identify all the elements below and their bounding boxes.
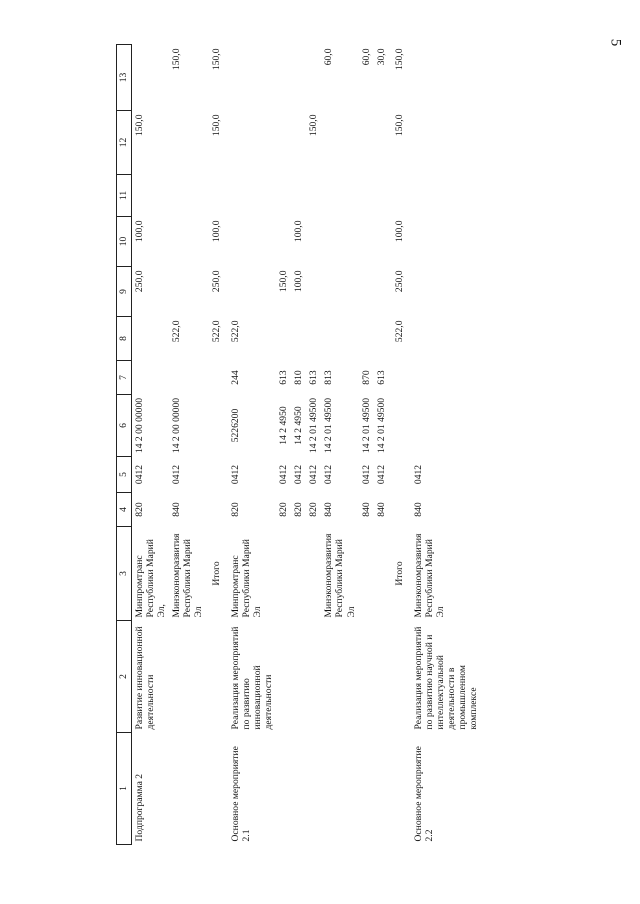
table-cell-col1 <box>206 733 228 845</box>
table-cell-col1 <box>321 733 358 845</box>
table-row <box>169 45 206 845</box>
table-cell-col2 <box>374 621 389 733</box>
column-header-13: 13 <box>117 45 132 111</box>
table-cell-col3 <box>276 527 291 621</box>
table-cell-col7 <box>169 361 206 395</box>
table-body <box>132 45 481 845</box>
table-cell-col1 <box>306 733 321 845</box>
table-cell-col2 <box>169 621 206 733</box>
table-cell-col10 <box>228 217 276 267</box>
table-cell-col4: 840 <box>171 502 183 517</box>
table-cell-col8 <box>276 317 291 361</box>
table-cell-col9: 250,0 <box>393 270 405 293</box>
table-cell-col9 <box>321 267 358 317</box>
table-cell-col11 <box>389 175 411 217</box>
table-cell-col2: Развитие инновационной деятельности <box>134 626 157 730</box>
table-cell-col4: 840 <box>375 502 387 517</box>
table-cell-col11 <box>291 175 306 217</box>
table-row <box>291 45 306 845</box>
table-cell-col8 <box>411 317 481 361</box>
table-cell-col12: 150,0 <box>393 114 405 137</box>
table-cell-col13 <box>276 45 291 111</box>
table-cell-col9: 250,0 <box>134 270 145 293</box>
column-header-3: 3 <box>117 527 132 621</box>
table-cell-col6: 14 2 01 49500 <box>308 397 320 454</box>
column-header-10: 10 <box>117 217 132 267</box>
table-cell-col13 <box>411 45 481 111</box>
column-header-4: 4 <box>117 493 132 527</box>
table-cell-col3 <box>374 527 389 621</box>
table-cell-col7: 813 <box>323 370 335 385</box>
table-cell-col13 <box>132 45 170 111</box>
table-cell-col4: 820 <box>230 502 242 517</box>
table-cell-col11 <box>374 175 389 217</box>
table-row <box>321 45 358 845</box>
table-row <box>132 45 170 845</box>
table-cell-col5: 0412 <box>278 464 290 485</box>
table-cell-col13: 60,0 <box>323 48 335 66</box>
table-cell-col13 <box>306 45 321 111</box>
table-cell-col11 <box>411 175 481 217</box>
table-cell-col8 <box>306 317 321 361</box>
table-cell-col7: 613 <box>375 370 387 385</box>
column-header-1: 1 <box>117 733 132 845</box>
column-header-12: 12 <box>117 111 132 175</box>
table-cell-col13: 60,0 <box>360 48 372 66</box>
table-cell-col6: 14 2 01 49500 <box>375 397 387 454</box>
table-cell-col8 <box>374 317 389 361</box>
table-header-row <box>117 45 132 845</box>
table-cell-col8: 522,0 <box>171 320 183 343</box>
table-row <box>276 45 291 845</box>
table-cell-col2 <box>291 621 306 733</box>
table-cell-col9 <box>411 267 481 317</box>
table-cell-col7: 613 <box>308 370 320 385</box>
table-row <box>306 45 321 845</box>
table-cell-col8: 522,0 <box>211 320 223 343</box>
table-cell-col7: 613 <box>278 370 290 385</box>
table-cell-col9 <box>169 267 206 317</box>
table-cell-col2 <box>306 621 321 733</box>
table-cell-col10: 100,0 <box>134 220 145 243</box>
table-cell-col13: 150,0 <box>211 48 223 71</box>
table-row <box>411 45 481 845</box>
table-cell-col5: 0412 <box>360 464 372 485</box>
table-cell-col12: 150,0 <box>308 114 320 137</box>
table-cell-col6 <box>206 395 228 457</box>
table-cell-col5: 0412 <box>293 464 305 485</box>
table-cell-col7 <box>132 361 170 395</box>
table-cell-col9: 150,0 <box>278 270 290 293</box>
table-cell-col3 <box>306 527 321 621</box>
table-cell-col5: 0412 <box>375 464 387 485</box>
table-cell-col10 <box>321 217 358 267</box>
table-cell-col1 <box>276 733 291 845</box>
table-cell-col10 <box>411 217 481 267</box>
table-row <box>206 45 228 845</box>
table-cell-col5 <box>389 457 411 493</box>
table-cell-col10: 100,0 <box>293 220 305 243</box>
table-cell-col10 <box>374 217 389 267</box>
table-cell-col13 <box>228 45 276 111</box>
table-cell-col4 <box>206 493 228 527</box>
table-cell-col6: 14 2 4950 <box>278 406 290 445</box>
table-cell-col13: 150,0 <box>393 48 405 71</box>
table-cell-col5: 0412 <box>230 464 242 485</box>
table-cell-col3: Минэкономразвития Республики Марий Эл <box>412 533 446 618</box>
table-cell-col4: 820 <box>308 502 320 517</box>
table-cell-col11 <box>359 175 374 217</box>
table-cell-col10: 100,0 <box>211 220 223 243</box>
table-cell-col1 <box>291 733 306 845</box>
table-cell-col12: 150,0 <box>134 114 145 137</box>
table-cell-col7: 810 <box>293 370 305 385</box>
column-header-11: 11 <box>117 175 132 217</box>
page-number: 5 <box>607 38 624 47</box>
table-cell-col2 <box>321 621 358 733</box>
table-cell-col11 <box>321 175 358 217</box>
table-cell-col1 <box>374 733 389 845</box>
table-cell-col7 <box>389 361 411 395</box>
table-cell-col3: Минэкономразвития Республики Марий Эл <box>171 533 205 618</box>
table-cell-col3: Минпромтранс Республики Марий Эл <box>230 539 264 618</box>
table-cell-col3: Минпромтранс Республики Марий Эл, <box>134 539 168 618</box>
table-cell-col8: 522,0 <box>393 320 405 343</box>
column-header-9: 9 <box>117 267 132 317</box>
table-cell-col10 <box>276 217 291 267</box>
table-cell-col13 <box>291 45 306 111</box>
column-header-7: 7 <box>117 361 132 395</box>
table-cell-col10: 100,0 <box>393 220 405 243</box>
column-header-2: 2 <box>117 621 132 733</box>
table-cell-col6: 14 2 01 49500 <box>323 397 335 454</box>
table-cell-col5: 0412 <box>171 464 183 485</box>
table-cell-col6: 14 2 00 00000 <box>134 397 145 454</box>
table-cell-col11 <box>306 175 321 217</box>
table-cell-col11 <box>276 175 291 217</box>
table-cell-col2 <box>359 621 374 733</box>
table-cell-col10 <box>169 217 206 267</box>
table-cell-col7 <box>206 361 228 395</box>
table-cell-col11 <box>228 175 276 217</box>
table-cell-col2 <box>276 621 291 733</box>
table-cell-col8: 522,0 <box>230 320 242 343</box>
table-cell-col8 <box>132 317 170 361</box>
table-cell-col2: Реализация мероприятий по развитию научной и интеллектуальной деятельности в промышленном комплексе <box>412 626 479 730</box>
table-cell-col13: 150,0 <box>171 48 183 71</box>
table-cell-col10 <box>359 217 374 267</box>
table-cell-col4: 820 <box>293 502 305 517</box>
table-cell-col13: 30,0 <box>375 48 387 66</box>
table-cell-col3 <box>291 527 306 621</box>
table-cell-col2 <box>206 621 228 733</box>
table-cell-col9 <box>359 267 374 317</box>
table-cell-col7: 244 <box>230 370 242 385</box>
table-cell-col6: 14 2 01 49500 <box>360 397 372 454</box>
table-cell-col6: 14 2 00 00000 <box>171 397 183 454</box>
table-cell-col3: Минэкономразвития Республики Марий Эл <box>323 533 357 618</box>
table-cell-col8 <box>291 317 306 361</box>
table-cell-col10 <box>306 217 321 267</box>
table-cell-col4: 840 <box>323 502 335 517</box>
table-cell-col12 <box>411 111 481 175</box>
table-cell-col12: 150,0 <box>211 114 223 137</box>
column-header-6: 6 <box>117 395 132 457</box>
table-cell-col4: 840 <box>360 502 372 517</box>
table-row <box>359 45 374 845</box>
table-cell-col12 <box>374 111 389 175</box>
table-cell-col3: Итого <box>211 561 223 586</box>
table-cell-col3: Итого <box>393 561 405 586</box>
table-cell-col8 <box>321 317 358 361</box>
table-cell-col12 <box>321 111 358 175</box>
table-cell-col6: 5226200 <box>230 408 242 443</box>
table-cell-col1: Подпрограмма 2 <box>134 773 145 842</box>
table-cell-col7 <box>411 361 481 395</box>
table-cell-col12 <box>276 111 291 175</box>
table-cell-col1: Основное мероприятие 2.2 <box>412 746 435 842</box>
table-cell-col9 <box>374 267 389 317</box>
table-cell-col1 <box>169 733 206 845</box>
table-cell-col4: 820 <box>278 502 290 517</box>
table-cell-col6 <box>411 395 481 457</box>
table-cell-col11 <box>206 175 228 217</box>
table-cell-col2 <box>389 621 411 733</box>
table-cell-col12 <box>291 111 306 175</box>
table-cell-col11 <box>132 175 170 217</box>
table-cell-col4: 820 <box>134 502 145 517</box>
table-cell-col6: 14 2 4950 <box>293 406 305 445</box>
table-cell-col11 <box>169 175 206 217</box>
table-cell-col5 <box>206 457 228 493</box>
column-header-8: 8 <box>117 317 132 361</box>
table-cell-col12 <box>228 111 276 175</box>
table-cell-col4 <box>389 493 411 527</box>
table-row <box>228 45 276 845</box>
table-cell-col1 <box>359 733 374 845</box>
table-cell-col5: 0412 <box>134 464 145 485</box>
budget-table <box>116 44 481 845</box>
table-cell-col1 <box>389 733 411 845</box>
table-cell-col5: 0412 <box>412 464 424 485</box>
table-cell-col8 <box>359 317 374 361</box>
table-cell-col9: 250,0 <box>211 270 223 293</box>
table-cell-col12 <box>359 111 374 175</box>
column-header-5: 5 <box>117 457 132 493</box>
table-cell-col3 <box>359 527 374 621</box>
table-row <box>389 45 411 845</box>
table-cell-col12 <box>169 111 206 175</box>
table-cell-col9 <box>306 267 321 317</box>
rotated-table-wrapper <box>116 45 526 845</box>
table-cell-col9: 100,0 <box>293 270 305 293</box>
table-cell-col5: 0412 <box>323 464 335 485</box>
table-cell-col4: 840 <box>412 502 424 517</box>
table-cell-col1: Основное мероприятие 2.1 <box>230 746 253 842</box>
table-cell-col2: Реализация мероприятий по развитию инновационной деятельности <box>230 626 275 730</box>
table-cell-col6 <box>389 395 411 457</box>
table-cell-col9 <box>228 267 276 317</box>
table-cell-col5: 0412 <box>308 464 320 485</box>
table-row <box>374 45 389 845</box>
table-cell-col7: 870 <box>360 370 372 385</box>
